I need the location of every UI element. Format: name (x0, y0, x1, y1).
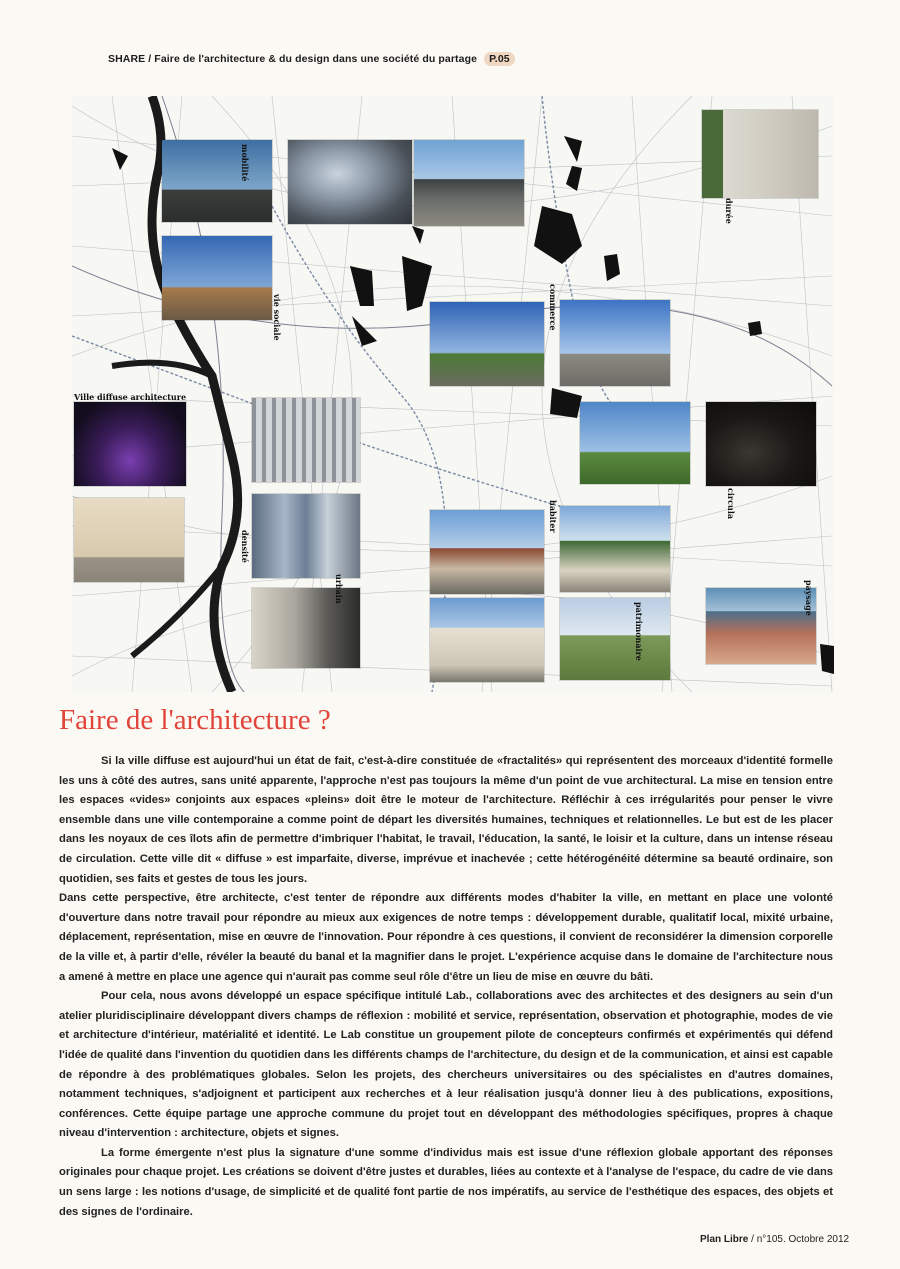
label-habiter: habiter (548, 500, 558, 533)
magazine-name: Plan Libre (700, 1234, 749, 1245)
photo-commerce-retail (430, 302, 544, 386)
paragraph-3: Pour cela, nous avons développé un espace spécifique intitulé Lab., collaborations avec des architectes et des designers au sein d'un atelier pluridisciplinaire développant divers champs de réflexion : mobilité et service, représentation, observation et photographie, modes de vie et architecture d'intérieur, matérialité et identité. Le Lab constitue un groupement pilote de concepteurs confirmés et expérimentés qui défend l'idée de qualité dans l'invention du quotidien dans les différents champs de l'architecture, du design et de la communication, et ainsi est capable de répondre à des problématiques globales. Selon les projets, des chercheurs universitaires ou des spécialistes en d'autres domaines, notamment techniques, s'adjoignent et participent aux recherches et à leur réalisation jusqu'à donner lieu à des publications, expositions, conférences. Cette équipe partage une approche commune du projet tout en développant des méthodologies spécifiques, propres à chaque niveau d'intervention : architecture, objets et signes. (59, 990, 833, 1140)
photo-row-houses (430, 510, 544, 594)
page-footer (700, 1234, 849, 1245)
photo-map-collage (72, 96, 834, 692)
page-number-badge: P.05 (484, 52, 515, 66)
label-commerce: commerce (548, 284, 558, 331)
photo-apartment-block (430, 598, 544, 682)
label-paysage: paysage (804, 580, 814, 616)
article-title: Faire de l'architecture ? (59, 704, 331, 736)
label-mobilite: mobilité (240, 144, 250, 182)
header-text: SHARE / Faire de l'architecture & du design dans une société du partage (108, 53, 478, 65)
photo-villa-gate (560, 506, 670, 592)
running-header (108, 52, 515, 66)
label-vie-sociale: vie sociale (272, 294, 282, 341)
label-urbain: urbain (334, 574, 344, 604)
photo-bridge (414, 140, 524, 226)
photo-heritage-park (560, 598, 670, 680)
label-densite: densité (240, 530, 250, 563)
paragraph-2: Dans cette perspective, être architecte, c'est tenter de répondre aux différents modes d'habiter la ville, en mettant en place une volonté d'ouverture dans notre travail pour répondre au mieux aux exigences de notre temps : développement durable, qualitatif local, mixité urbaine, déplacement, représentation, mise en œuvre de l'innovation. Pour répondre à ces questions, il convient de reconsidérer la dimension corporelle de la ville et, à partir d'elle, révéler la beauté du banal et la magnifier dans le projet. L'expérience acquise dans le domaine de l'architecture nous a amené à mettre en place une agence qui n'aurait pas comme seul rôle d'être un lieu de mise en œuvre du bâti. (59, 892, 833, 983)
photo-coastal-landscape (706, 588, 816, 664)
label-ville-diffuse: Ville diffuse architecture (74, 392, 187, 402)
photo-tunnel (706, 402, 816, 486)
photo-night-interior (74, 402, 186, 486)
photo-railway-square (162, 236, 272, 320)
paragraph-1: Si la ville diffuse est aujourd'hui un état de fait, c'est-à-dire constituée de «fractalités» qui représentent des morceaux d'identité formelle les uns à côté des autres, sans unité apparente, l'approche n'est pas toujours la même d'un point de vue architectural. La mise en tension entre les espaces «vides» conjoints aux espaces «pleins» doit être le moteur de l'architecture. Réfléchir à ces irrégularités pour penser le vivre ensemble dans une ville contemporaine a comme point de départ les diversités humaines, techniques et relationnelles. Le but est de les placer dans les noyaux de ces îlots afin de permettre d'imbriquer l'habitat, le travail, l'éducation, la santé, le loisir et la culture, dans un intense réseau de circulation. Cette ville dit « diffuse » est imparfaite, diverse, imprévue et inachevée ; cette hétérogénéité détermine sa beauté ordinaire, son quotidien, ses faits et gestes de tous les jours. (59, 755, 833, 885)
photo-window-wall (74, 498, 184, 582)
photo-commerce-billboard (560, 300, 670, 386)
photo-towers-density (252, 494, 360, 578)
label-duree: durée (724, 198, 734, 224)
photo-highrise-facade (252, 398, 360, 482)
article-body (59, 752, 833, 1222)
paragraph-4: La forme émergente n'est plus la signature d'une somme d'individus mais est issue d'une réflexion globale apportant des réponses originales pour chaque projet. Les créations se doivent d'être justes et durables, liées au contexte et à l'analyse de l'espace, du cadre de vie dans un sens large : les notions d'usage, de simplicité et de qualité font partie de nos impératifs, au service de l'esthétique des espaces, des objets et des signes de l'ordinaire. (59, 1146, 833, 1218)
photo-street-traffic-lights (162, 140, 272, 222)
label-patrimonaire: patrimonaire (634, 602, 644, 661)
issue-info: / n°105. Octobre 2012 (748, 1234, 850, 1245)
label-circulation: circula (726, 488, 736, 520)
photo-car-mirror (288, 140, 412, 224)
photo-wind-turbines (580, 402, 690, 484)
photo-historic-building (702, 110, 818, 198)
